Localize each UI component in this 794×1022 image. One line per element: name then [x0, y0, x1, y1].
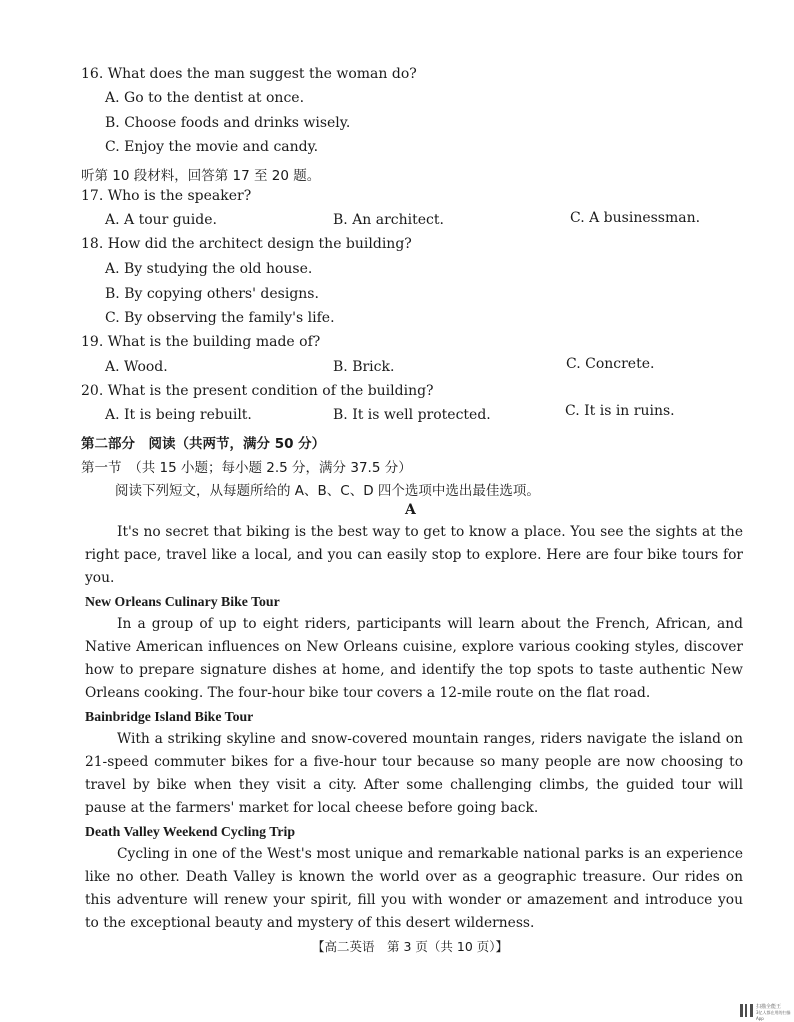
q16-option-c: C. Enjoy the movie and candy. [105, 139, 319, 155]
q17-option-a: A. A tour guide. [105, 212, 217, 228]
q20-option-b: B. It is well protected. [333, 407, 491, 423]
question-20: 20. What is the present condition of the building? [81, 383, 434, 399]
question-18: 18. How did the architect design the building? [81, 236, 412, 252]
question-16: 16. What does the man suggest the woman do? [81, 66, 417, 82]
tour3-paragraph: Cycling in one of the West's most unique and remarkable national parks is an experience like no other. Death Valley is known the world over as a geographic treasure. Our rides on this adventure will renew your spirit, fill you with wonder or amazement and introduce you to the exceptional beauty and mystery of this desert wilderness. [85, 846, 743, 931]
tour2-paragraph: With a striking skyline and snow-covered mountain ranges, riders navigate the island on 21-speed commuter bikes for a five-hour tour because so many people are now choosing to travel by bike when they visit a city. After some challenging climbs, the guided tour will pause at the farmers' market for local cheese before going back. [85, 731, 743, 816]
q20-option-c: C. It is in ruins. [565, 403, 675, 419]
q17-option-c: C. A businessman. [570, 210, 701, 226]
page-footer: 【高二英语 第 3 页（共 10 页）】 [312, 939, 509, 954]
watermark-line1: 扫描全能王 [756, 1004, 782, 1010]
instruction-material-10: 听第 10 段材料，回答第 17 至 20 题。 [81, 168, 321, 184]
question-17: 17. Who is the speaker? [81, 188, 252, 204]
reading-instruction: 阅读下列短文，从每题所给的 A、B、C、D 四个选项中选出最佳选项。 [115, 483, 540, 499]
q20-option-a: A. It is being rebuilt. [105, 407, 252, 423]
q18-option-b: B. By copying others' designs. [105, 286, 319, 302]
tour3-title: Death Valley Weekend Cycling Trip [85, 824, 296, 839]
passage-letter: A [405, 502, 416, 518]
question-19: 19. What is the building made of? [81, 334, 321, 350]
q19-option-a: A. Wood. [105, 359, 168, 375]
part2-heading: 第二部分 阅读（共两节，满分 50 分） [81, 436, 326, 452]
q18-option-a: A. By studying the old house. [105, 261, 313, 277]
section1-heading: 第一节 （共 15 小题；每小题 2.5 分，满分 37.5 分） [81, 460, 412, 476]
q16-option-a: A. Go to the dentist at once. [105, 90, 305, 106]
q19-option-c: C. Concrete. [566, 356, 655, 372]
q18-option-c: C. By observing the family's life. [105, 310, 335, 326]
watermark-line2: 3亿人都在用的扫描App [756, 1010, 791, 1021]
q17-option-b: B. An architect. [333, 212, 444, 228]
scanner-watermark [756, 1004, 792, 1021]
tour1-title: New Orleans Culinary Bike Tour [85, 594, 280, 609]
tour1-paragraph: In a group of up to eight riders, participants will learn about the French, African, and Native American influences on New Orleans cuisine, explore various cooking styles, discover how to prepare signature dishes at home, and identify the top spots to taste authentic New Orleans cooking. The four-hour bike tour covers a 12-mile route on the flat road. [85, 616, 743, 701]
q16-option-b: B. Choose foods and drinks wisely. [105, 115, 351, 131]
tour2-title: Bainbridge Island Bike Tour [85, 709, 254, 724]
passage-body [85, 521, 743, 935]
q19-option-b: B. Brick. [333, 359, 395, 375]
intro-paragraph: It's no secret that biking is the best way to get to know a place. You see the sights at the right pace, travel like a local, and you can easily stop to explore. Here are four bike tours for you. [85, 524, 743, 586]
qr-code-icon [740, 1004, 753, 1017]
